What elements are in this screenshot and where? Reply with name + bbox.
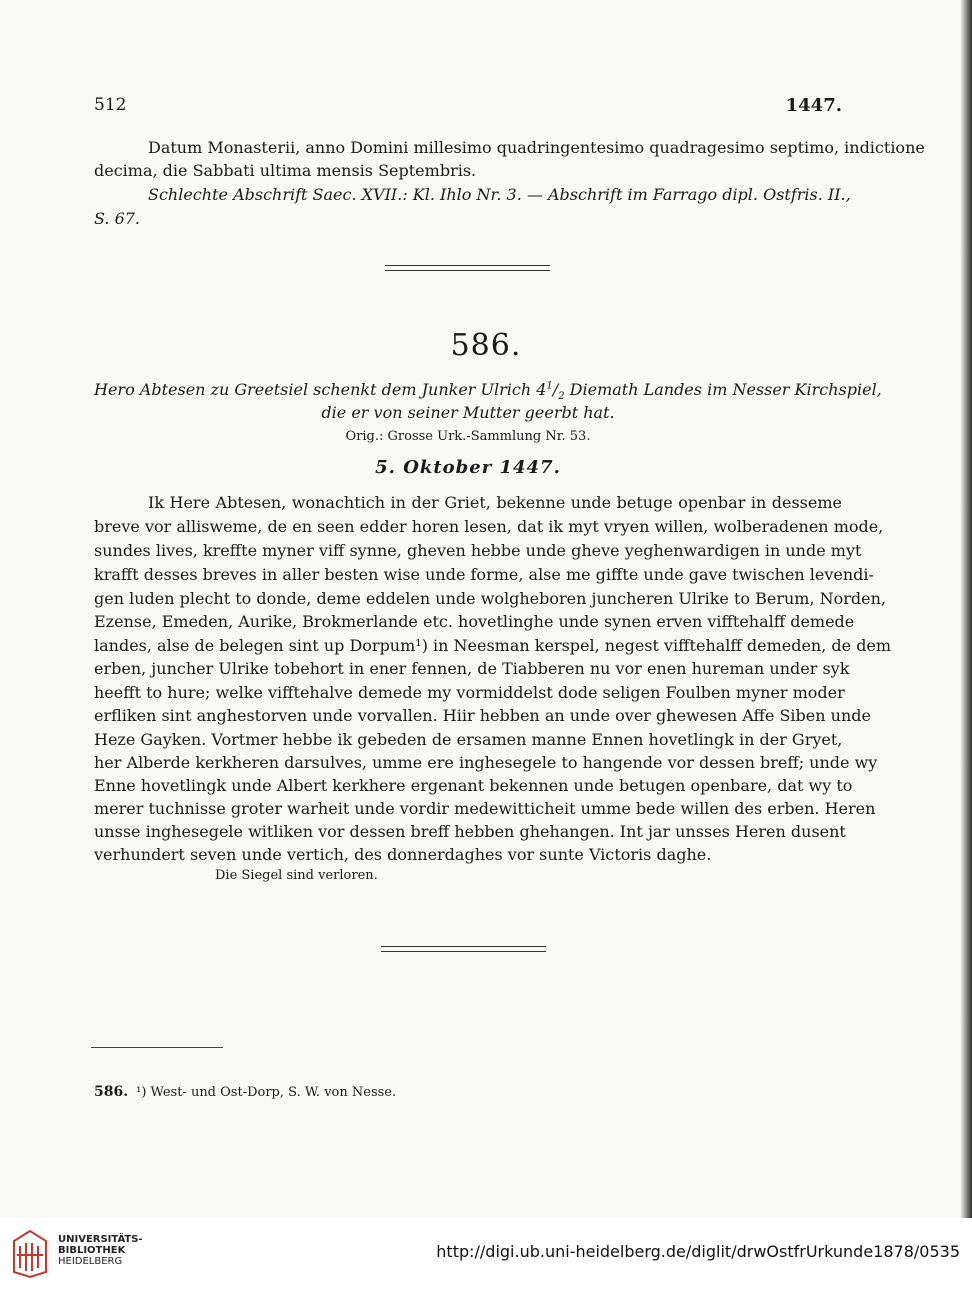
body-line: her Alberde kerkheren darsulves, umme ere inghesegele to hangende vor dessen breff; unde wy xyxy=(94,753,878,772)
page-edge-shadow xyxy=(960,0,972,1218)
footnote-label: 586. xyxy=(94,1084,129,1100)
footnote-text: ¹) West- und Ost-Dorp, S. W. von Nesse. xyxy=(136,1085,397,1100)
body-line: Ik Here Abtesen, wonachtich in der Griet, bekenne unde betuge openbar in desseme xyxy=(148,493,842,512)
body-line: verhundert seven unde vertich, des donnerdaghes vor sunte Victoris daghe. xyxy=(94,845,712,864)
document-number: 586. xyxy=(450,328,522,363)
document-summary-line2: die er von seiner Mutter geerbt hat. xyxy=(321,403,615,422)
section-divider xyxy=(381,946,546,952)
body-line: Heze Gayken. Vortmer hebbe ik gebeden de ersamen manne Ennen hovetlingk in der Gryet, xyxy=(94,730,843,749)
origin-note: Orig.: Grosse Urk.-Sammlung Nr. 53. xyxy=(345,429,591,444)
library-name: UNIVERSITÄTS- BIBLIOTHEK HEIDELBERG xyxy=(58,1234,143,1267)
body-line: Ezense, Emeden, Aurike, Brokmerlande etc. hovetlinghe unde synen erven vifftehalff demede xyxy=(94,612,855,631)
body-line: breve vor allisweme, de en seen edder horen lesen, dat ik myt vryen willen, wolberadenen mode, xyxy=(94,517,884,536)
seal-note: Die Siegel sind verloren. xyxy=(215,868,378,883)
body-line: erfliken sint anghestorven unde vorvallen. Hiir hebben an unde over ghewesen Affe Siben unde xyxy=(94,706,871,725)
heidelberg-library-logo-icon xyxy=(8,1228,52,1280)
body-line: Enne hovetlingk unde Albert kerkhere ergenant bekennen unde betugen openbare, dat wy to xyxy=(94,776,853,795)
prev-doc-line: Datum Monasterii, anno Domini millesimo quadringentesimo quadragesimo septimo, indictione xyxy=(148,138,925,157)
body-line: gen luden plecht to donde, deme eddelen unde wolgheboren juncheren Ulrike to Berum, Norden, xyxy=(94,589,887,608)
running-year: 1447. xyxy=(785,95,842,116)
footnote-rule xyxy=(91,1047,223,1048)
source-url-link[interactable]: http://digi.ub.uni-heidelberg.de/diglit/drwOstfrUrkunde1878/0535 xyxy=(436,1242,960,1261)
body-line: landes, alse de belegen sint up Dorpum¹) in Neesman kerspel, negest vifftehalff demeden, de dem xyxy=(94,636,892,655)
body-line: heefft to hure; welke vifftehalve demede my vormiddelst dode seligen Foulben myner moder xyxy=(94,683,845,702)
document-date: 5. Oktober 1447. xyxy=(375,457,561,478)
prev-doc-source: Schlechte Abschrift Saec. XVII.: Kl. Ihlo Nr. 3. — Abschrift im Farrago dipl. Ostfris. II., xyxy=(148,185,851,204)
page-number: 512 xyxy=(94,95,127,115)
body-line: merer tuchnisse groter warheit unde vordir medewitticheit umme bede willen des erben. Heren xyxy=(94,799,876,818)
body-line: sundes lives, kreffte myner viff synne, gheven hebbe unde gheve yeghenwardigen in unde myt xyxy=(94,541,862,560)
body-line: krafft desses breves in aller besten wise unde forme, alse me giffte unde gave twischen levendi- xyxy=(94,565,874,584)
prev-doc-source: S. 67. xyxy=(94,209,141,228)
prev-doc-line: decima, die Sabbati ultima mensis Septembris. xyxy=(94,161,477,180)
section-divider xyxy=(385,265,550,271)
body-line: unsse inghesegele witliken vor dessen breff hebben ghehangen. Int jar unsses Heren dusent xyxy=(94,822,846,841)
document-summary-line1: Hero Abtesen zu Greetsiel schenkt dem Junker Ulrich $4^1/_2$ Diemath Landes im Nesser Kirchspiel, xyxy=(94,380,882,403)
body-line: erben, juncher Ulrike tobehort in ener fennen, de Tiabberen nu vor enen hureman under syk xyxy=(94,659,850,678)
library-footer xyxy=(0,1218,972,1289)
footnote xyxy=(94,1084,396,1100)
